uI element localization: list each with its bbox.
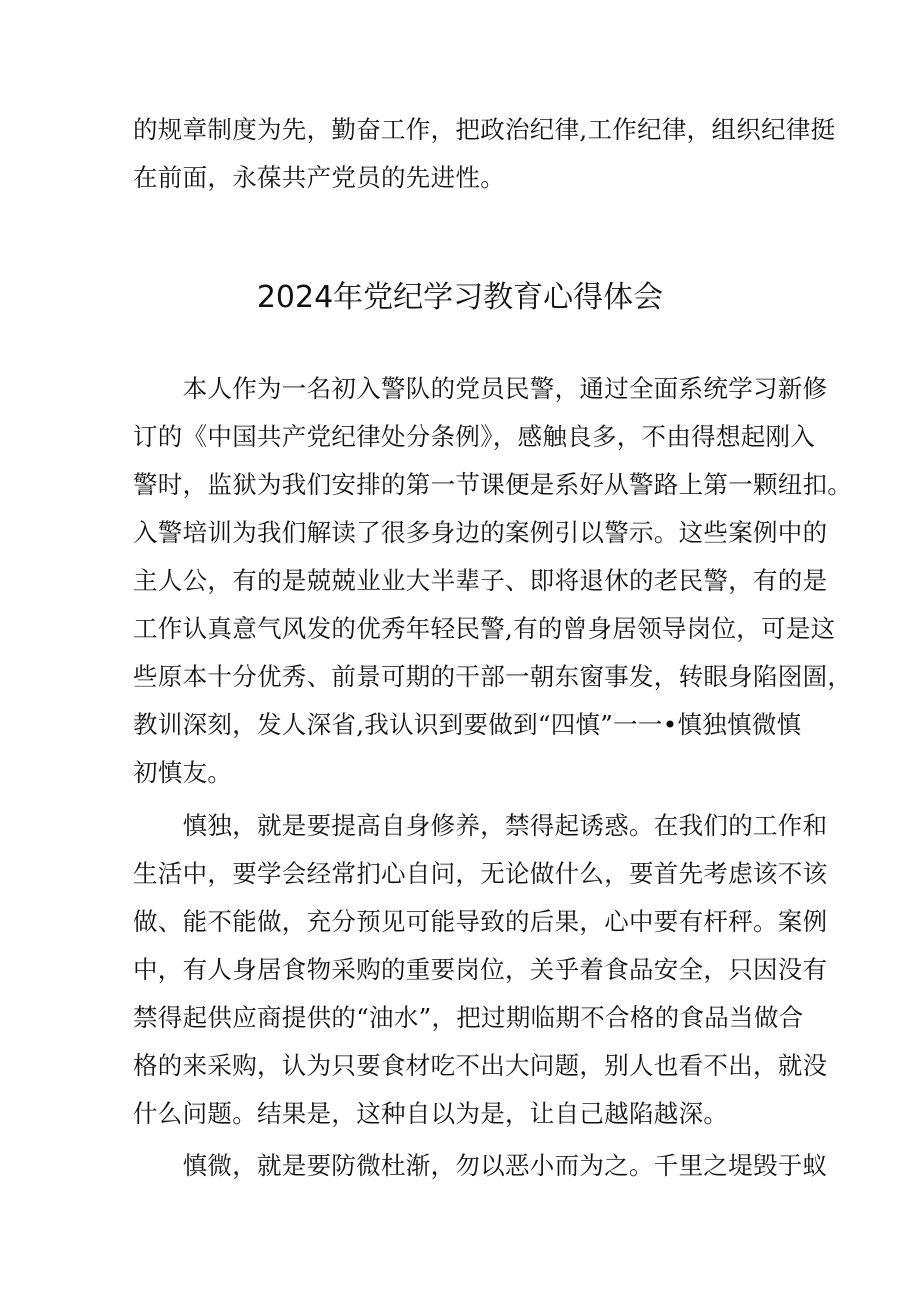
text-line: 禁得起供应商提供的“油水”，把过期临期不合格的食品当做合 bbox=[133, 1003, 804, 1032]
text-line: 订的《中国共产党纪律处分条例》，感触良多，不由得想起刚入 bbox=[133, 422, 816, 451]
text-line: 生活中，要学会经常扪心自问，无论做什么，要首先考虑该不该 bbox=[133, 859, 828, 888]
text-line: 入警培训为我们解读了很多身边的案例引以警示。这些案例中的 bbox=[133, 518, 828, 547]
text-line: 初慎友。 bbox=[133, 758, 233, 787]
text-line: 什么问题。结果是，这种自以为是，让自己越陷越深。 bbox=[133, 1099, 729, 1128]
text-line: 本人作为一名初入警队的党员民警，通过全面系统学习新修 bbox=[133, 374, 828, 403]
text-line: 警时，监狱为我们安排的第一节课便是系好从警路上第一颗纽扣。 bbox=[133, 470, 853, 499]
text-line: 的规章制度为先，勤奋工作，把政治纪律,工作纪律，组织纪律挺 bbox=[133, 115, 836, 144]
text-line: 在前面，永葆共产党员的先进性。 bbox=[133, 163, 505, 192]
text-line: 些原本十分优秀、前景可期的干部一朝东窗事发，转眼身陷囹圄， bbox=[133, 662, 853, 691]
document-title: 2024年党纪学习教育心得体会 bbox=[256, 280, 664, 315]
text-line: 中，有人身居食物采购的重要岗位，关乎着食品安全，只因没有 bbox=[133, 955, 828, 984]
text-line: 主人公，有的是兢兢业业大半辈子、即将退休的老民警，有的是 bbox=[133, 566, 828, 595]
text-line: 教训深刻，发人深省,我认识到要做到“四慎”一一•慎独慎微慎 bbox=[133, 710, 802, 739]
text-line: 做、能不能做，充分预见可能导致的后果，心中要有杆秤。案例 bbox=[133, 907, 828, 936]
text-line: 工作认真意气风发的优秀年轻民警,有的曾身居领导岗位，可是这 bbox=[133, 614, 836, 643]
text-line: 格的来采购，认为只要食材吃不出大问题，别人也看不出，就没 bbox=[133, 1051, 828, 1080]
text-line: 慎微，就是要防微杜渐，勿以恶小而为之。千里之堤毁于蚁 bbox=[133, 1151, 828, 1180]
text-line: 慎独，就是要提高自身修养，禁得起诱惑。在我们的工作和 bbox=[133, 811, 828, 840]
